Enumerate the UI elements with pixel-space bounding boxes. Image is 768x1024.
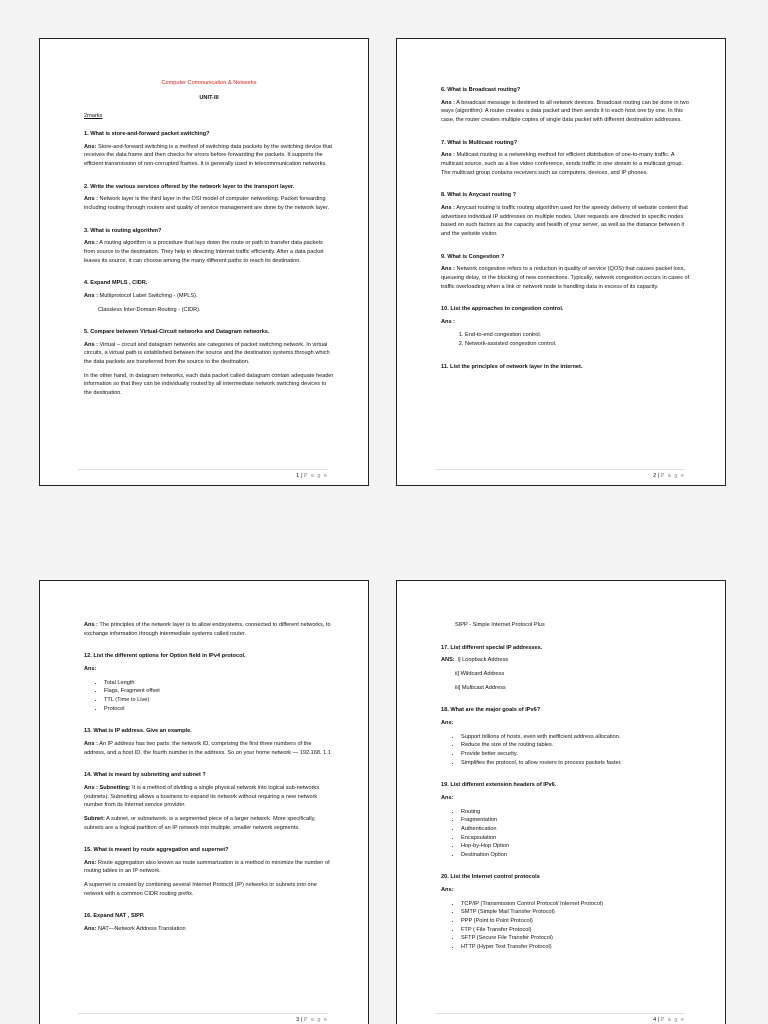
list-item: • PPP (Point to Point Protocol) [461, 917, 691, 926]
answer-17-multicast: iii] Multicast Address [455, 684, 506, 691]
question-20: 20. List the Internet control protocols [441, 874, 540, 881]
list-item: 2. Network-assisted congestion control. [465, 340, 691, 349]
list-item: 1. End-to-end congestion control. [465, 331, 691, 340]
answer-9: Ans : Network congestion refers to a reduction in quality of service (QOS) that causes packet loss, queueing delay, or the blocking of new connections. Typically, network congestion occurs in cases of traffic overloading when a link or network node is handling data in excess of its capacity. [441, 266, 690, 290]
page-2-content [441, 77, 691, 375]
answer-6: Ans : A broadcast message is destined to all network devices. Broadcast routing can be done in two ways (algorithm): A router creates a data packet and then sends it to each host one by one. In this case, the router creates multiple copies of single data packet with different destination addresses. [441, 99, 689, 123]
answer-17: ANS: i] Loopback Address [441, 657, 509, 664]
ipv6-goals-list [441, 733, 691, 768]
question-13: 13. What is IP address. Give an example. [84, 728, 192, 735]
page-3-content [84, 621, 334, 939]
question-9: 9. What is Congestion ? [441, 253, 505, 260]
question-3: 3. What is routing algorithm? [84, 227, 162, 234]
question-6: 6. What is Broadcast routing? [441, 87, 521, 93]
list-item: • Authentication [461, 825, 691, 834]
list-item: • Routing [461, 808, 691, 817]
question-15: 15. What is meant by route aggregation and supernet? [84, 847, 229, 854]
list-item: • Protocol [104, 705, 334, 714]
answer-15: Ans: Route aggregation also known as route summarization is a method to minimize the number of routing tables in an IP network. [84, 859, 330, 875]
list-item: • Provide better security. [461, 750, 691, 759]
question-2: 2. Write the various services offered by the network layer to the transport layer. [84, 183, 295, 190]
answer-5: Ans : Virtual – circuit and datagram networks are categories of packet switching network. In virtual circuits, a virtual path is established between the source and the destination systems through which the data packets are transferred from the source to the destination. [84, 341, 330, 366]
question-4: 4. Expand MPLS , CIDR. [84, 280, 148, 287]
answer-7: Ans : Multicast routing is a networking method for efficient distribution of one-to-many traffic. A multicast source, such as a live video conference, sends traffic in one stream to a multicast group. The multicast group contains receivers such as computers, devices, and IP phones. [441, 152, 684, 176]
answer-1: Ans: Store-and-forward switching is a method of switching data packets by the switching device that receives the data frame and then checks for errors before forwarding the packets. It supports the efficient transmission of non-corrupted frames. It is generally used in telecommunication networks. [84, 143, 333, 167]
congestion-approaches-list [441, 331, 691, 348]
list-item: • Flags, Fragment offset [104, 687, 334, 696]
question-17: 17. List different special IP addresses. [441, 644, 543, 651]
list-item: • FTP ( File Transfer Protocol) [461, 926, 691, 935]
list-item: • SMTP (Simple Mail Transfer Protocol) [461, 908, 691, 917]
answer-16: Ans: NAT—Network Address Translation [84, 926, 186, 933]
list-item: • TCP/IP (Transmission Control Protocol/ Internet Protocol) [461, 900, 691, 909]
question-19: 19. List different extension headers of IPv6. [441, 782, 557, 789]
page-4 [396, 580, 726, 1024]
list-item: • Destination Option [461, 851, 691, 860]
answer-18-label: Ans: [441, 719, 454, 726]
question-1: 1. What is store-and-forward packet switching? [84, 130, 210, 137]
page-4-content [441, 621, 691, 958]
list-item: • Simplifies the protocol, to allow routers to process packets faster. [461, 759, 691, 768]
list-item: • Total Length [104, 679, 334, 688]
answer-19-label: Ans: [441, 794, 454, 801]
answer-8: Ans : Anycast routing is traffic routing algorithm used for the speedy delivery of website content that advertises individual IP addresses on multiple nodes. User requests are directed to specific nodes based on such factors as the capacity and health of your server, as well as the distance between it and the website visitor. [441, 204, 688, 237]
question-7: 7. What is Multicast routing? [441, 139, 518, 146]
answer-5-datagram: In the other hand, in datagram networks, each data packet called datagram contain adequate header information so that they can be individually routed by all intermediate network switching devices to the destination. [84, 372, 334, 397]
internet-control-protocols-list [441, 900, 691, 952]
page-2 [396, 38, 726, 486]
question-14: 14. What is meant by subnetting and subnet ? [84, 772, 206, 779]
answer-14-subnet: Subnet: A subnet, or subnetwork, is a segmented piece of a larger network. More specifically, subnets are a logical partition of an IP network into multiple, smaller network segments. [84, 815, 316, 831]
page-3 [39, 580, 369, 1024]
question-18: 18. What are the major goals of IPv6? [441, 707, 541, 714]
question-8: 8. What is Anycast routing ? [441, 192, 517, 199]
list-item: • TTL (Time to Live) [104, 696, 334, 705]
list-item: • SFTP (Secure File Transfer Protocol) [461, 934, 691, 943]
page-1 [39, 38, 369, 486]
question-16: 16. Expand NAT , SIPP. [84, 913, 145, 920]
page-footer: 2 | P a g e [435, 469, 685, 479]
list-item: • Support billions of hosts, even with inefficient address allocation. [461, 733, 691, 742]
answer-14: Ans : Subnetting: It is a method of dividing a single physical network into logical sub-networks (subnets). Subnetting allows a business to expand its network without requiring a new network number from its Internet service provider. [84, 784, 320, 809]
ipv6-extension-headers-list [441, 808, 691, 860]
answer-16-sipp: SIPP - Simple Internet Protocol Plus [455, 622, 545, 628]
page-footer: 4 | P a g e [435, 1013, 685, 1023]
answer-15-supernet: A supernet is created by combining several Internet Protocol (IP) networks or subnets into one network with a common CIDR routing prefix. [84, 882, 317, 897]
page-footer: 3 | P a g e [78, 1013, 328, 1023]
answer-2: Ans : Network layer is the third layer in the OSI model of computer networking. Packet forwarding including routing through routers and quality of service management are done by the network layer. [84, 196, 330, 211]
question-12: 12. List the different options for Option field in IPv4 protocol. [84, 653, 246, 660]
list-item: • HTTP (Hyper Text Transfer Protocol) [461, 943, 691, 952]
list-item: • Encapsulation [461, 834, 691, 843]
list-item: • Reduce the size of the routing tables. [461, 741, 691, 750]
answer-11: Ans : The principles of the network layer is to allow endsystems, connected to different networks, to exchange information through intermediate systems called router. [84, 622, 331, 637]
unit-heading: UNIT-III [199, 94, 219, 101]
answer-12-label: Ans: [84, 665, 97, 672]
marks-heading: 2marks [84, 113, 103, 120]
page-footer: 1 | P a g e [78, 469, 328, 479]
answer-4-cidr: Classless Inter-Domain Routing - (CIDR). [98, 306, 201, 313]
answer-4: Ans : Multiprotocol Label Switching - (MPLS). [84, 292, 198, 299]
page-1-content [84, 79, 334, 403]
answer-13: Ans : An IP address has two parts: the network ID, comprising the first three numbers of the address, and a host ID, the fourth number in the address. So on your home network — 192.168. 1.1 [84, 740, 331, 756]
ipv4-options-list [84, 679, 334, 714]
question-10: 10. List the approaches to congestion control. [441, 306, 564, 313]
answer-17-wildcard: ii] Wildcard Address [455, 670, 505, 677]
answer-20-label: Ans: [441, 887, 454, 894]
question-11: 11. List the principles of network layer in the internet. [441, 363, 583, 370]
answer-10-label: Ans : [441, 318, 455, 325]
list-item: • Hop-by-Hop Option [461, 842, 691, 851]
list-item: • Fragmentation [461, 816, 691, 825]
question-5: 5. Compare between Virtual-Circuit networks and Datagram networks. [84, 329, 270, 336]
answer-3: Ans : A routing algorithm is a procedure that lays down the route or path to transfer data packets from source to the destination. They help in directing Internet traffic efficiently. After a data packet leaves its source, it can choose among the many different paths to reach its destination. [84, 240, 324, 264]
document-title: Computer Communication & Networks [161, 80, 257, 86]
